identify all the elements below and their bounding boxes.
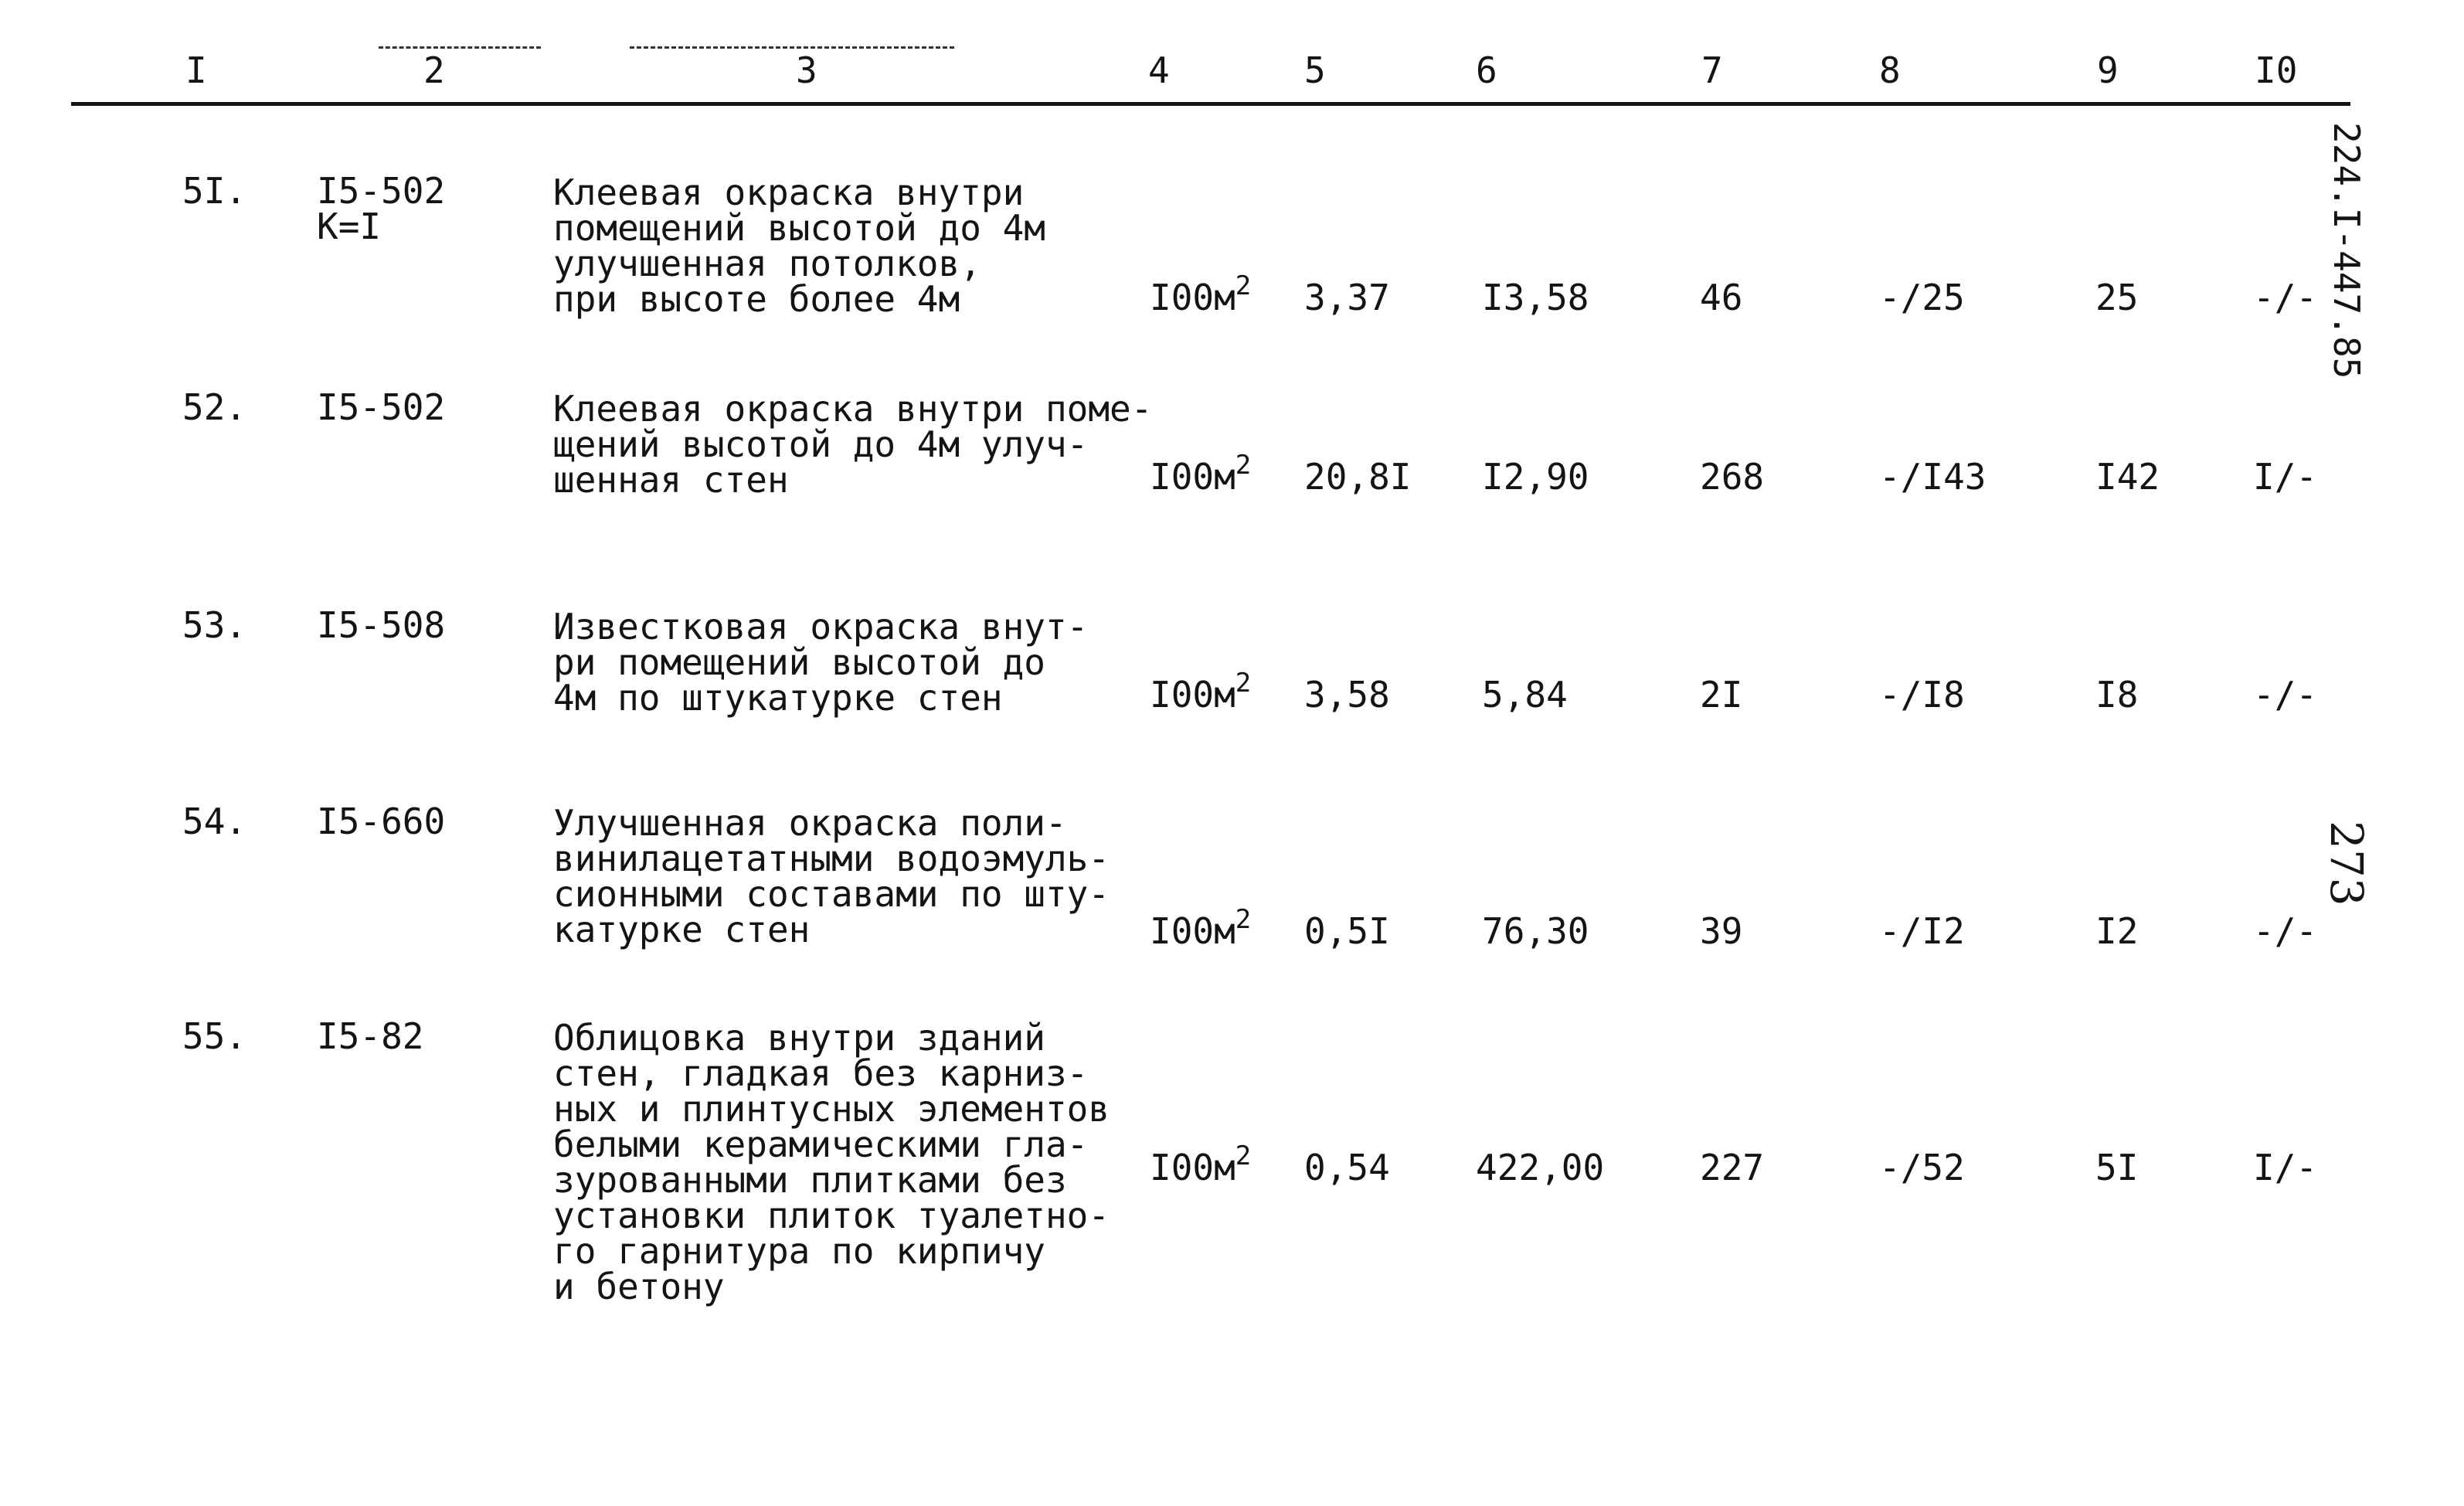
column-header-6: 6 — [1476, 49, 1497, 91]
column-header-9: 9 — [2097, 49, 2119, 91]
unit-base: I00м — [1150, 456, 1235, 498]
row-number: 5I. — [182, 170, 247, 212]
work-description — [553, 606, 1187, 719]
norm-code: I5-82 — [317, 1015, 424, 1057]
header-top-fragment — [630, 46, 954, 49]
description-line: Облицовка внутри зданий — [553, 1017, 1045, 1059]
row-number: 52. — [182, 386, 247, 428]
work-description — [553, 172, 1187, 320]
norm-code: I5-660 — [317, 801, 446, 842]
work-description — [553, 388, 1187, 501]
value-col-6: 422,00 — [1476, 1147, 1605, 1188]
value-col-10: I/- — [2253, 1147, 2318, 1188]
description-line: стен, гладкая без карниз- — [553, 1052, 1089, 1094]
description-line: шенная стен — [553, 459, 789, 501]
unit — [1150, 668, 1252, 716]
unit-exponent: 2 — [1235, 450, 1252, 481]
value-col-10: I/- — [2253, 456, 2318, 498]
value-col-8: -/I2 — [1879, 910, 1965, 952]
description-line: зурованными плитками без — [553, 1159, 1067, 1201]
description-line: улучшенная потолков, — [553, 243, 981, 284]
document-number: 224.I-447.85 — [2326, 122, 2367, 379]
value-col-5: 20,8I — [1304, 456, 1412, 498]
header-rule — [71, 102, 2350, 106]
column-header-5: 5 — [1304, 49, 1326, 91]
description-line: ри помещений высотой до — [553, 641, 1045, 683]
header-top-fragment — [379, 46, 541, 49]
row-number: 54. — [182, 801, 247, 842]
description-line: помещений высотой до 4м — [553, 207, 1045, 249]
description-line: при высоте более 4м — [553, 278, 960, 320]
unit — [1150, 904, 1252, 952]
column-header-3: 3 — [796, 49, 817, 91]
description-line: Клеевая окраска внутри — [553, 172, 1025, 213]
value-col-5: 0,54 — [1304, 1147, 1390, 1188]
unit-base: I00м — [1150, 674, 1235, 716]
value-col-7: 46 — [1700, 277, 1743, 318]
value-col-7: 227 — [1700, 1147, 1765, 1188]
unit-exponent: 2 — [1235, 668, 1252, 699]
description-line: Известковая окраска внут- — [553, 606, 1089, 648]
unit-exponent: 2 — [1235, 904, 1252, 935]
description-line: Улучшенная окраска поли- — [553, 802, 1067, 844]
unit — [1150, 270, 1252, 318]
value-col-8: -/52 — [1879, 1147, 1965, 1188]
value-col-10: -/- — [2253, 277, 2318, 318]
value-col-9: I2 — [2095, 910, 2139, 952]
unit — [1150, 450, 1252, 498]
description-line: и бетону — [553, 1266, 725, 1307]
description-line: го гарнитура по кирпичу — [553, 1230, 1045, 1272]
work-description — [553, 1017, 1187, 1307]
description-line: ных и плинтусных элементов — [553, 1088, 1110, 1130]
column-header-7: 7 — [1701, 49, 1723, 91]
value-col-8: -/I8 — [1879, 674, 1965, 716]
value-col-6: 76,30 — [1482, 910, 1589, 952]
row-number: 55. — [182, 1015, 247, 1057]
value-col-10: -/- — [2253, 910, 2318, 952]
value-col-5: 3,37 — [1304, 277, 1390, 318]
unit-exponent: 2 — [1235, 270, 1252, 301]
description-line: Клеевая окраска внутри поме- — [553, 388, 1153, 430]
work-description — [553, 802, 1187, 950]
value-col-7: 39 — [1700, 910, 1743, 952]
description-line: щений высотой до 4м улуч- — [553, 423, 1089, 465]
norm-code: I5-502 — [317, 170, 446, 212]
value-col-9: 25 — [2095, 277, 2139, 318]
column-header-4: 4 — [1148, 49, 1170, 91]
value-col-5: 0,5I — [1304, 910, 1390, 952]
value-col-6: I2,90 — [1482, 456, 1589, 498]
norm-coefficient: К=I — [317, 206, 382, 247]
description-line: винилацетатными водоэмуль- — [553, 838, 1110, 879]
value-col-9: 5I — [2095, 1147, 2139, 1188]
norm-code: I5-508 — [317, 604, 446, 646]
value-col-6: 5,84 — [1482, 674, 1568, 716]
value-col-7: 2I — [1700, 674, 1743, 716]
value-col-10: -/- — [2253, 674, 2318, 716]
page-number: 273 — [2320, 821, 2373, 906]
value-col-8: -/I43 — [1879, 456, 1986, 498]
value-col-5: 3,58 — [1304, 674, 1390, 716]
description-line: сионными составами по шту- — [553, 873, 1110, 915]
description-line: белыми керамическими гла- — [553, 1124, 1089, 1165]
norm-code: I5-502 — [317, 386, 446, 428]
row-number: 53. — [182, 604, 247, 646]
value-col-7: 268 — [1700, 456, 1765, 498]
column-header-2: 2 — [423, 49, 445, 91]
column-header-8: 8 — [1879, 49, 1901, 91]
unit — [1150, 1141, 1252, 1188]
column-header-1: I — [185, 49, 207, 91]
value-col-6: I3,58 — [1482, 277, 1589, 318]
unit-exponent: 2 — [1235, 1141, 1252, 1171]
description-line: 4м по штукатурке стен — [553, 677, 1003, 719]
column-header-10: I0 — [2255, 49, 2298, 91]
unit-base: I00м — [1150, 277, 1235, 318]
unit-base: I00м — [1150, 1147, 1235, 1188]
value-col-9: I42 — [2095, 456, 2160, 498]
unit-base: I00м — [1150, 910, 1235, 952]
description-line: катурке стен — [553, 909, 811, 950]
description-line: установки плиток туалетно- — [553, 1195, 1110, 1236]
value-col-9: I8 — [2095, 674, 2139, 716]
value-col-8: -/25 — [1879, 277, 1965, 318]
